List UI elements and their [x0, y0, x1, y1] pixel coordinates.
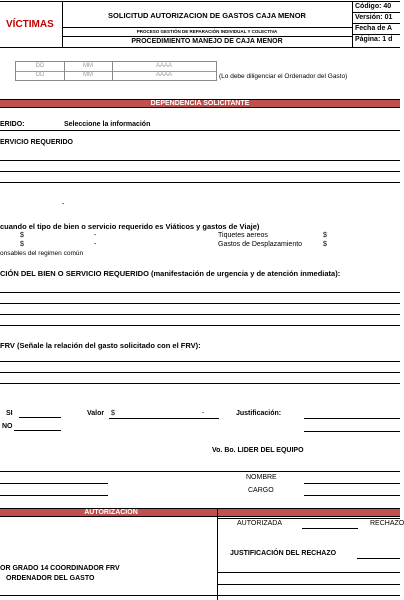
valor-dash: -	[202, 410, 205, 417]
logo-text: VÍCTIMAS	[6, 19, 54, 30]
regimen-label: onsables del regimen común	[0, 250, 84, 257]
date-fields	[15, 61, 217, 81]
cargo-field[interactable]	[304, 495, 400, 496]
dependencia-header	[0, 99, 400, 108]
frv-label: FRV (Señale la relación del gasto solicitado con el FRV):	[0, 341, 201, 350]
tiquetes-currency: $	[323, 232, 327, 239]
date-mm-field-2[interactable]: MM	[83, 72, 93, 78]
requerido-label: ERIDO:	[0, 121, 25, 128]
date-mm-field[interactable]: MM	[83, 63, 93, 69]
si-label: SI	[6, 410, 13, 417]
desplazamiento-label: Gastos de Desplazamiento	[218, 241, 303, 248]
viaticos-title: cuando el tipo de bien o servicio requerido es Viáticos y gastos de Viaje)	[0, 222, 260, 231]
lider-firma-line[interactable]	[0, 483, 108, 484]
valor-label: Valor	[87, 410, 105, 417]
rechazo-label: RECHAZO	[370, 520, 404, 527]
justificacion-field[interactable]	[304, 418, 400, 419]
viaticos-row1-currency: $	[20, 232, 24, 239]
si-field[interactable]	[19, 417, 61, 418]
date-aaaa-field[interactable]: AAAA	[155, 63, 172, 69]
no-label: NO	[2, 423, 13, 430]
justificacion-rechazo-label: JUSTIFICACIÓN DEL RECHAZO	[230, 550, 337, 557]
vobo-lider-label: Vo. Bo. LIDER DEL EQUIPO	[212, 447, 304, 454]
no-field[interactable]	[14, 430, 61, 431]
justificacion-rechazo-field[interactable]	[357, 558, 400, 559]
autorizacion-title: AUTORIZACION	[84, 509, 138, 516]
autorizada-label: AUTORIZADA	[237, 520, 282, 527]
coordinador-label: OR GRADO 14 COORDINADOR FRV	[0, 565, 120, 572]
servicio-label: ERVICIO REQUERIDO	[0, 139, 73, 146]
form-title: SOLICITUD AUTORIZACION DE GASTOS CAJA MENOR	[108, 11, 306, 20]
justificacion-bien-label: CIÓN DEL BIEN O SERVICIO REQUERIDO (manifestación de urgencia y de atención inmediata):	[0, 269, 341, 278]
desplazamiento-currency: $	[323, 241, 327, 248]
viaticos-row1-dash: -	[94, 232, 97, 239]
doc-code: Código: 40	[355, 3, 392, 10]
nombre-field[interactable]	[304, 483, 400, 484]
servicio-dash: -	[62, 201, 65, 208]
viaticos-row2-currency: $	[20, 241, 24, 248]
date-note: (Lo debe diligenciar el Ordenador del Gasto)	[219, 73, 348, 80]
doc-date: Fecha de A	[355, 25, 393, 32]
dependencia-title: DEPENDENCIA SOLICITANTE	[150, 100, 250, 107]
autorizada-field[interactable]	[302, 528, 358, 529]
nombre-label: NOMBRE	[246, 474, 277, 481]
ordenador-label: ORDENADOR DEL GASTO	[6, 575, 95, 582]
procedure-name: PROCEDIMIENTO MANEJO DE CAJA MENOR	[131, 38, 283, 45]
autorizacion-header	[0, 508, 400, 517]
date-aaaa-field-2[interactable]: AAAA	[155, 72, 172, 78]
valor-field[interactable]	[109, 418, 219, 419]
viaticos-row2-dash: -	[94, 241, 97, 248]
valor-currency: $	[111, 410, 115, 417]
justificacion-label: Justificación:	[236, 410, 282, 417]
tiquetes-label: Tiquetes aereos	[218, 232, 268, 239]
dependencia-select[interactable]: Seleccione la información	[64, 121, 151, 128]
date-dd-field-2[interactable]: DD	[35, 72, 45, 78]
doc-page: Página: 1 d	[355, 36, 393, 43]
process-name: PROCESO GESTIÓN DE REPARACIÓN INDIVIDUAL Y COLECTIVA	[136, 29, 278, 34]
doc-version: Versión: 01	[355, 14, 393, 21]
cargo-label: CARGO	[248, 487, 274, 494]
date-dd-field[interactable]: DD	[35, 63, 45, 69]
